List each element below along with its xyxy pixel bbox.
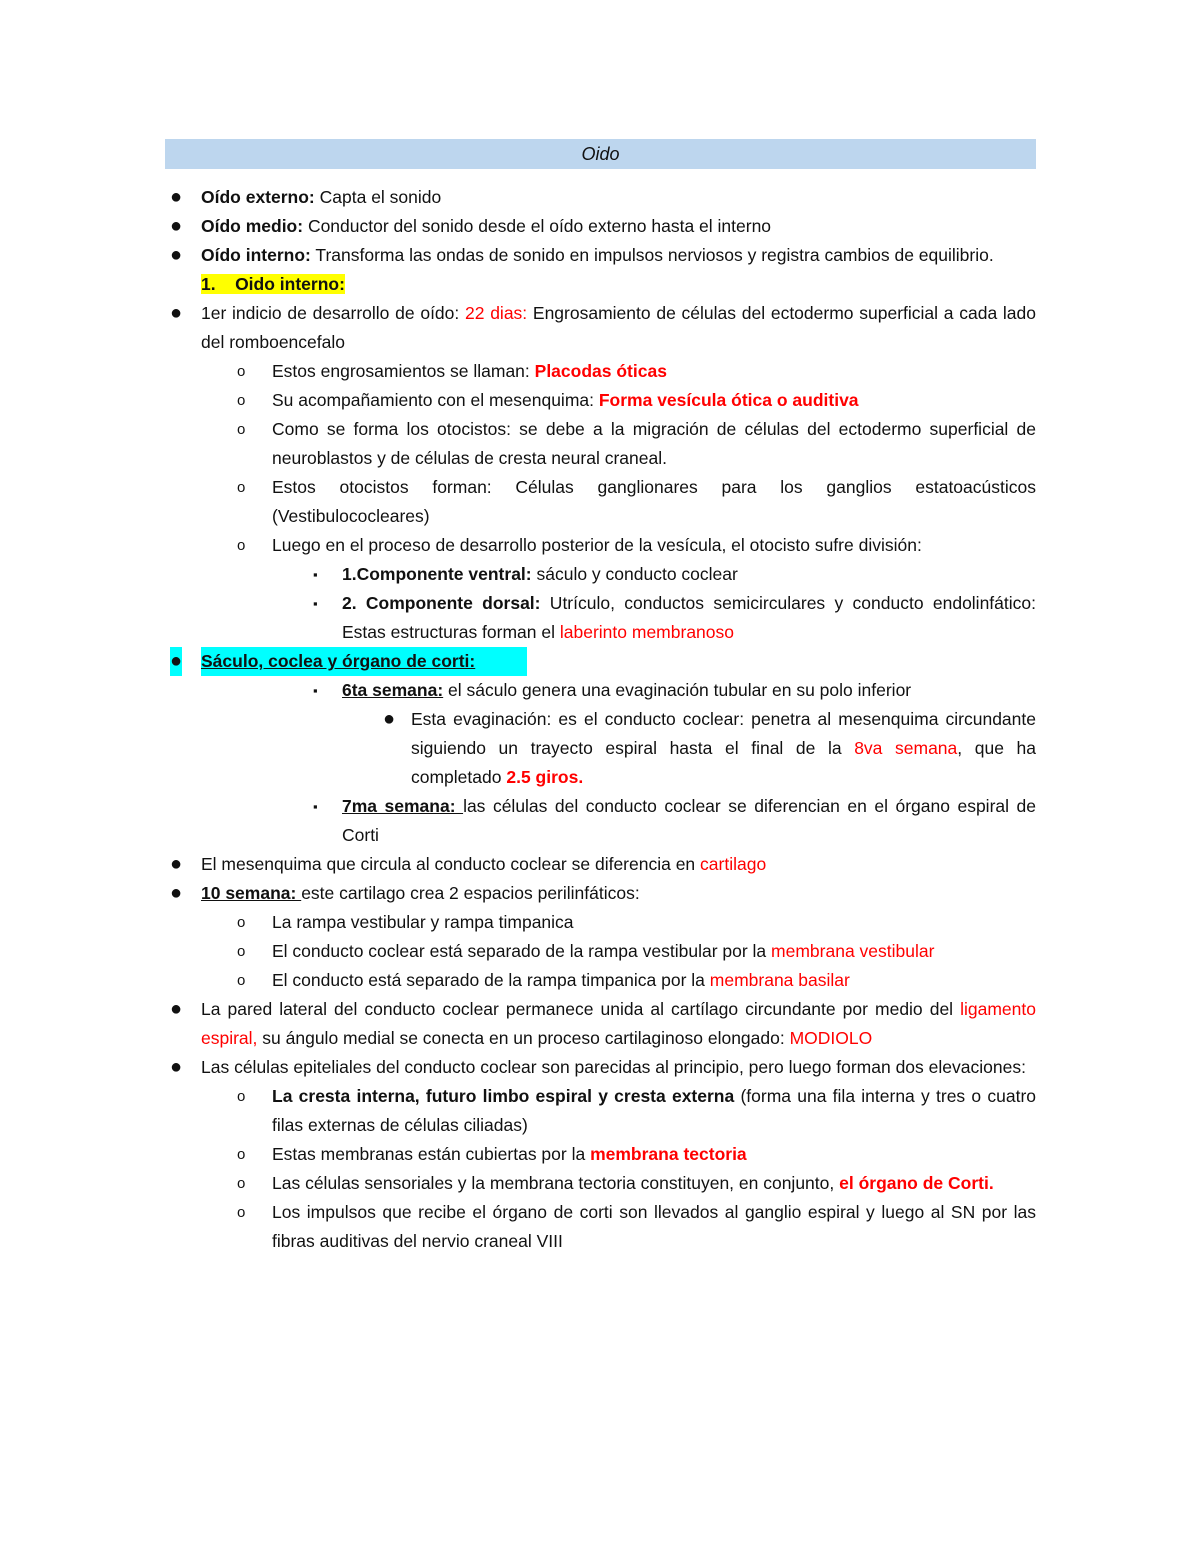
subitem-otocistos bbox=[165, 415, 1036, 473]
subitem-organo-corti bbox=[165, 1169, 1036, 1198]
circle-marker: o bbox=[237, 1088, 246, 1105]
highlight-red: Placodas óticas bbox=[534, 361, 667, 381]
text: Estas membranas están cubiertas por la bbox=[272, 1144, 591, 1164]
text: Su acompañamiento con el mesenquima: bbox=[272, 390, 599, 410]
text: Luego en el proceso de desarrollo posterior de la vesícula, el otocisto sufre división: bbox=[272, 535, 922, 555]
bullet-oido-medio bbox=[165, 212, 1036, 241]
term: Oído interno: bbox=[201, 245, 311, 265]
bullet-marker: ● bbox=[170, 647, 182, 676]
circle-marker: o bbox=[237, 943, 246, 960]
subitem-cresta-interna bbox=[165, 1082, 1036, 1140]
bullet-10-semana bbox=[165, 879, 1036, 908]
subitem-rampa bbox=[165, 908, 1036, 937]
square-marker: ▪ bbox=[313, 799, 318, 814]
definition: Capta el sonido bbox=[314, 187, 442, 207]
text: La rampa vestibular y rampa timpanica bbox=[272, 912, 574, 932]
document-title: Oido bbox=[165, 139, 1036, 169]
bullet-marker: ● bbox=[170, 1056, 183, 1078]
text: Como se forma los otocistos: se debe a la migración de células del ectodermo superficial de neuroblastos y de células de cresta neural craneal. bbox=[272, 419, 1036, 468]
term: La cresta interna, futuro limbo espiral y cresta externa bbox=[272, 1086, 735, 1106]
text: (forma una fila interna y tres o cuatro filas externas de células ciliadas) bbox=[272, 1086, 1037, 1135]
text: Esta evaginación: es el conducto coclear: penetra al mesenquima circundante siguiendo un trayecto espiral hasta el final de la bbox=[411, 709, 1036, 758]
subitem-impulsos bbox=[165, 1198, 1036, 1256]
term: Oído medio: bbox=[201, 216, 304, 236]
term: 1.Componente ventral: bbox=[342, 564, 532, 584]
subitem-membrana-tectoria bbox=[165, 1140, 1036, 1169]
circle-marker: o bbox=[237, 1146, 246, 1163]
text: El conducto coclear está separado de la rampa vestibular por la bbox=[272, 941, 772, 961]
circle-marker: o bbox=[237, 363, 246, 380]
subsubitem-7ma-semana bbox=[165, 792, 1036, 850]
subsubitem-componente-dorsal bbox=[165, 589, 1036, 647]
document-body bbox=[165, 183, 1036, 1256]
text: las células del conducto coclear se diferencian en el órgano espiral de Corti bbox=[342, 796, 1036, 845]
section-heading-highlight bbox=[201, 274, 345, 294]
highlight-red: el órgano de Corti. bbox=[839, 1173, 994, 1193]
subitem-membrana-vestibular bbox=[165, 937, 1036, 966]
bullet-marker: ● bbox=[170, 302, 183, 324]
text: El mesenquima que circula al conducto coclear se diferencia en bbox=[201, 854, 701, 874]
subitem-mesenquima bbox=[165, 386, 1036, 415]
section-label: Sáculo, coclea y órgano de corti: bbox=[201, 651, 476, 671]
highlight-red: Forma vesícula ótica o auditiva bbox=[598, 390, 859, 410]
level4-evaginacion bbox=[165, 705, 1036, 792]
text: este cartilago crea 2 espacios perilinfáticos: bbox=[301, 883, 640, 903]
bullet-marker: ● bbox=[170, 215, 183, 237]
text: Los impulsos que recibe el órgano de corti son llevados al ganglio espiral y luego al SN por las fibras auditivas del nervio craneal VIII bbox=[272, 1202, 1036, 1251]
circle-marker: o bbox=[237, 914, 246, 931]
term: 10 semana: bbox=[201, 883, 302, 903]
subitem-membrana-basilar bbox=[165, 966, 1036, 995]
subitem-ganglios bbox=[165, 473, 1036, 531]
circle-marker: o bbox=[237, 392, 246, 409]
circle-marker: o bbox=[237, 537, 246, 554]
square-marker: ▪ bbox=[313, 596, 318, 611]
subsubitem-6ta-semana bbox=[165, 676, 1036, 705]
text: Estos engrosamientos se llaman: bbox=[272, 361, 535, 381]
text: El conducto está separado de la rampa timpanica por la bbox=[272, 970, 710, 990]
bullet-marker: ● bbox=[383, 708, 396, 730]
term: Oído externo: bbox=[201, 187, 315, 207]
text: Engrosamiento de células del ectodermo superficial a cada lado del romboencefalo bbox=[201, 303, 1036, 352]
text: su ángulo medial se conecta en un proceso cartilaginoso elongado: bbox=[257, 1028, 790, 1048]
circle-marker: o bbox=[237, 1175, 246, 1192]
section-heading-oido-interno bbox=[165, 270, 1036, 299]
highlight-red: laberinto membranoso bbox=[559, 622, 734, 642]
bullet-celulas-epiteliales bbox=[165, 1053, 1036, 1082]
highlight-red: 22 dias: bbox=[465, 303, 528, 323]
circle-marker: o bbox=[237, 479, 246, 496]
text: La pared lateral del conducto coclear permanece unida al cartílago circundante por medio del bbox=[201, 999, 961, 1019]
text: sáculo y conducto coclear bbox=[531, 564, 738, 584]
subitem-placodas bbox=[165, 357, 1036, 386]
term: 6ta semana: bbox=[342, 680, 444, 700]
subsubitem-componente-ventral bbox=[165, 560, 1036, 589]
text: , que ha completado bbox=[411, 738, 1037, 787]
circle-marker: o bbox=[237, 972, 246, 989]
text: el sáculo genera una evaginación tubular en su polo inferior bbox=[443, 680, 912, 700]
highlight-red: ligamento espiral, bbox=[201, 999, 1036, 1048]
highlight-cyan bbox=[201, 647, 527, 676]
bullet-saculo-coclea bbox=[165, 647, 1036, 676]
text: 1er indicio de desarrollo de oído: bbox=[201, 303, 465, 323]
text: Utrículo, conductos semicirculares y conducto endolinfático: Estas estructuras forman el bbox=[342, 593, 1036, 642]
bullet-oido-externo bbox=[165, 183, 1036, 212]
bullet-marker: ● bbox=[170, 186, 183, 208]
bullet-marker: ● bbox=[170, 882, 183, 904]
circle-marker: o bbox=[237, 1204, 246, 1221]
highlight-red: membrana basilar bbox=[709, 970, 850, 990]
subitem-division bbox=[165, 531, 1036, 560]
term: 2. Componente dorsal: bbox=[342, 593, 541, 613]
bullet-cartilago bbox=[165, 850, 1036, 879]
highlight-red: 2.5 giros. bbox=[506, 767, 584, 787]
text: Las células sensoriales y la membrana tectoria constituyen, en conjunto, bbox=[272, 1173, 840, 1193]
text: Estos otocistos forman: Células ganglionares para los ganglios estatoacústicos (Vestibulococleares) bbox=[272, 477, 1036, 526]
highlight-red: membrana tectoria bbox=[590, 1144, 747, 1164]
circle-marker: o bbox=[237, 421, 246, 438]
bullet-pared-lateral bbox=[165, 995, 1036, 1053]
section-number: 1. bbox=[201, 274, 216, 294]
bullet-primer-indicio bbox=[165, 299, 1036, 357]
bullet-marker: ● bbox=[170, 853, 183, 875]
square-marker: ▪ bbox=[313, 683, 318, 698]
text: Las células epiteliales del conducto coclear son parecidas al principio, pero luego forman dos elevaciones: bbox=[201, 1057, 1026, 1077]
highlight-red: MODIOLO bbox=[789, 1028, 873, 1048]
section-label: Oido interno: bbox=[235, 274, 345, 294]
term: 7ma semana: bbox=[342, 796, 464, 816]
highlight-red: cartilago bbox=[700, 854, 767, 874]
bullet-oido-interno bbox=[165, 241, 1036, 270]
square-marker: ▪ bbox=[313, 567, 318, 582]
definition: Transforma las ondas de sonido en impulsos nerviosos y registra cambios de equilibrio. bbox=[310, 245, 994, 265]
definition: Conductor del sonido desde el oído externo hasta el interno bbox=[303, 216, 772, 236]
bullet-marker: ● bbox=[170, 998, 183, 1020]
bullet-marker: ● bbox=[170, 244, 183, 266]
highlight-red: 8va semana bbox=[854, 738, 958, 758]
highlight-red: membrana vestibular bbox=[771, 941, 935, 961]
